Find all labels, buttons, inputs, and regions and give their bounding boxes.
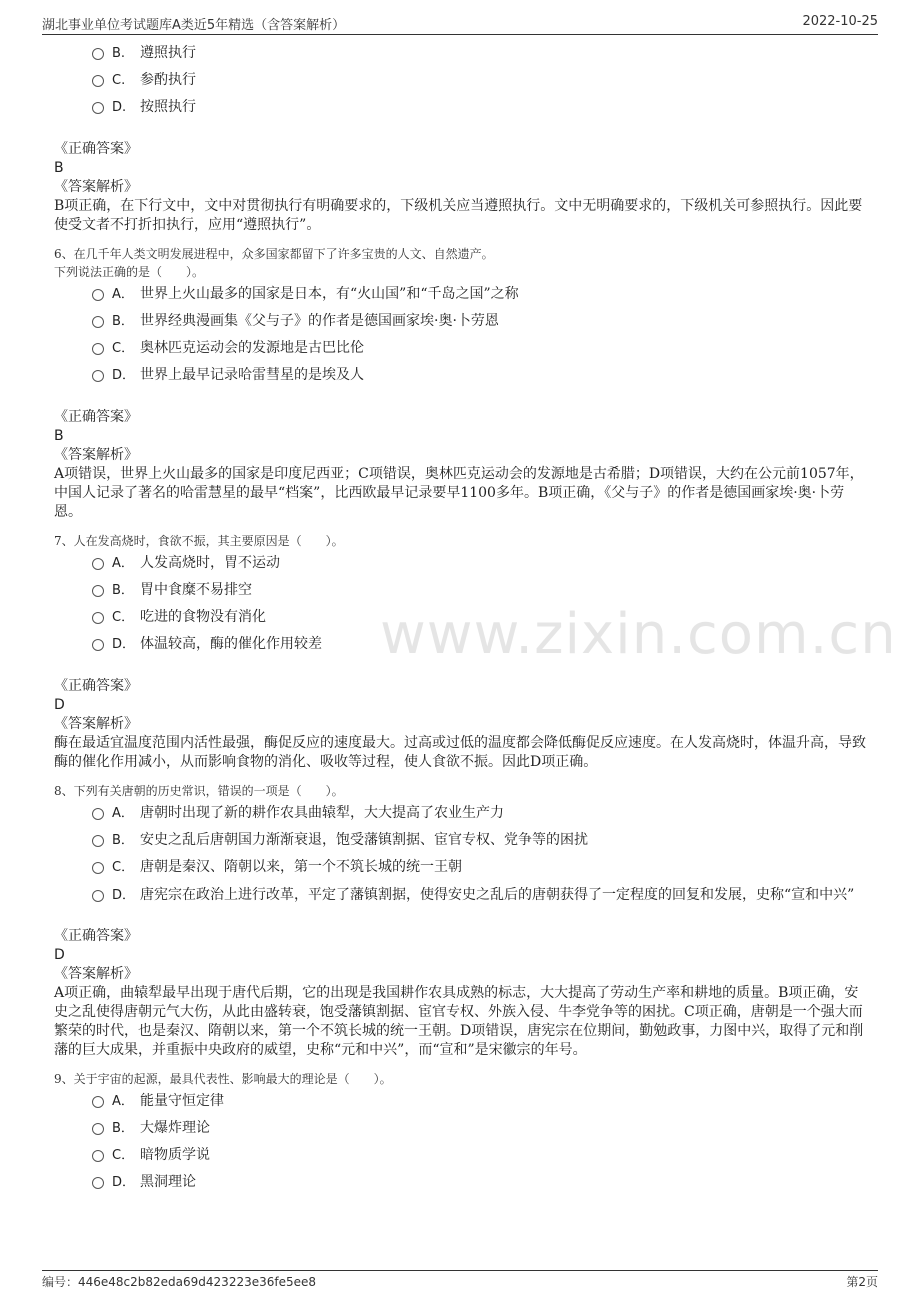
radio-icon[interactable] bbox=[92, 343, 104, 355]
question-6 bbox=[54, 245, 869, 522]
page-number: 第2页 bbox=[846, 1275, 878, 1289]
option-d[interactable]: D． 体温较高，酶的催化作用较差 bbox=[92, 631, 869, 658]
correct-answer-label: 《正确答案》 bbox=[54, 409, 138, 425]
radio-icon[interactable] bbox=[92, 835, 104, 847]
radio-icon[interactable] bbox=[92, 890, 104, 902]
document-code: 编号：446e48c2b82eda69d423223e36fe5ee8 bbox=[42, 1275, 317, 1289]
main-content bbox=[54, 40, 869, 1196]
radio-icon[interactable] bbox=[92, 1123, 104, 1135]
option-a[interactable]: A． 能量守恒定律 bbox=[92, 1088, 869, 1115]
correct-answer: D bbox=[54, 947, 65, 963]
option-a[interactable]: A． 世界上火山最多的国家是日本，有“火山国”和“千岛之国”之称 bbox=[92, 281, 869, 308]
analysis-text: 酶在最适宜温度范围内活性最强，酶促反应的速度最大。过高或过低的温度都会降低酶促反应速度。在人发高烧时，体温升高，导致酶的催化作用减小，从而影响食物的消化、吸收等过程，使人食欲不振。因此D项正确。 bbox=[54, 735, 866, 770]
correct-answer-label: 《正确答案》 bbox=[54, 141, 138, 157]
radio-icon[interactable] bbox=[92, 316, 104, 328]
option-a[interactable]: A． 唐朝时出现了新的耕作农具曲辕犁，大大提高了农业生产力 bbox=[92, 800, 869, 827]
radio-icon[interactable] bbox=[92, 1177, 104, 1189]
option-c[interactable]: C． 吃进的食物没有消化 bbox=[92, 604, 869, 631]
question-text-2: 下列说法正确的是（ ）。 bbox=[54, 265, 205, 279]
analysis-label: 《答案解析》 bbox=[54, 716, 138, 732]
page-footer bbox=[42, 1270, 878, 1289]
correct-answer: B bbox=[54, 428, 64, 444]
option-c[interactable]: C． 奥林匹克运动会的发源地是古巴比伦 bbox=[92, 335, 869, 362]
analysis-label: 《答案解析》 bbox=[54, 966, 138, 982]
option-d[interactable]: D． 世界上最早记录哈雷彗星的是埃及人 bbox=[92, 362, 869, 389]
radio-icon[interactable] bbox=[92, 48, 104, 60]
document-title: 湖北事业单位考试题库A类近5年精选（含答案解析） bbox=[42, 18, 346, 33]
analysis-text: B项正确，在下行文中，文中对贯彻执行有明确要求的，下级机关应当遵照执行。文中无明确要求的，下级机关可参照执行。因此要使受文者不打折扣执行，应用“遵照执行”。 bbox=[54, 198, 863, 233]
radio-icon[interactable] bbox=[92, 639, 104, 651]
analysis-text: A项正确，曲辕犁最早出现于唐代后期，它的出现是我国耕作农具成熟的标志，大大提高了劳动生产率和耕地的质量。B项正确，安史之乱使得唐朝元气大伤，从此由盛转衰，饱受藩镇割据、宦官专权、外族入侵、牛李党争等的困扰。C项正确，唐朝是一个强大而繁荣的时代，也是秦汉、隋朝以来，第一个不筑长城的统一王朝。D项错误，唐宪宗在位期间，勤勉政事，力图中兴，取得了元和削藩的巨大成果，并重振中央政府的威望，史称“元和中兴”，而“宣和”是宋徽宗的年号。 bbox=[54, 985, 864, 1058]
radio-icon[interactable] bbox=[92, 808, 104, 820]
radio-icon[interactable] bbox=[92, 585, 104, 597]
correct-answer-label: 《正确答案》 bbox=[54, 678, 138, 694]
analysis-text: A项错误，世界上火山最多的国家是印度尼西亚；C项错误，奥林匹克运动会的发源地是古希腊；D项错误，大约在公元前1057年，中国人记录了著名的哈雷慧星的最早“档案”，比西欧最早记录要早1100多年。B项正确，《父与子》的作者是德国画家埃·奥·卜劳恩。 bbox=[54, 466, 864, 520]
page-header bbox=[42, 12, 878, 35]
option-d[interactable]: D． 唐宪宗在政治上进行改革，平定了藩镇割据，使得安史之乱后的唐朝获得了一定程度的回复和发展，史称“宣和中兴” bbox=[92, 881, 869, 908]
option-c[interactable]: C． 暗物质学说 bbox=[92, 1142, 869, 1169]
radio-icon[interactable] bbox=[92, 1150, 104, 1162]
question-text: 7、人在发高烧时，食欲不振，其主要原因是（ ）。 bbox=[54, 534, 344, 548]
radio-icon[interactable] bbox=[92, 102, 104, 114]
question-text: 6、在几千年人类文明发展进程中，众多国家都留下了许多宝贵的人文、自然遗产。 bbox=[54, 247, 494, 261]
radio-icon[interactable] bbox=[92, 370, 104, 382]
question-5 bbox=[54, 40, 869, 235]
radio-icon[interactable] bbox=[92, 289, 104, 301]
correct-answer-label: 《正确答案》 bbox=[54, 928, 138, 944]
option-b[interactable]: B． 世界经典漫画集《父与子》的作者是德国画家埃·奥·卜劳恩 bbox=[92, 308, 869, 335]
document-date: 2022-10-25 bbox=[802, 14, 878, 29]
option-b[interactable]: B． 安史之乱后唐朝国力渐渐衰退，饱受藩镇割据、宦官专权、党争等的困扰 bbox=[92, 827, 869, 854]
option-d[interactable]: D. 按照执行 bbox=[92, 94, 869, 121]
question-9 bbox=[54, 1070, 869, 1196]
radio-icon[interactable] bbox=[92, 558, 104, 570]
analysis-label: 《答案解析》 bbox=[54, 447, 138, 463]
watermark: www.zixin.com.cn bbox=[380, 602, 897, 667]
correct-answer: B bbox=[54, 160, 64, 176]
option-b[interactable]: B. 遵照执行 bbox=[92, 40, 869, 67]
option-d[interactable]: D． 黑洞理论 bbox=[92, 1169, 869, 1196]
question-text: 9、关于宇宙的起源，最具代表性、影响最大的理论是（ ）。 bbox=[54, 1072, 392, 1086]
correct-answer: D bbox=[54, 697, 65, 713]
option-b[interactable]: B． 胃中食糜不易排空 bbox=[92, 577, 869, 604]
option-a[interactable]: A． 人发高烧时，胃不运动 bbox=[92, 550, 869, 577]
option-c[interactable]: C. 参酌执行 bbox=[92, 67, 869, 94]
radio-icon[interactable] bbox=[92, 612, 104, 624]
radio-icon[interactable] bbox=[92, 862, 104, 874]
option-c[interactable]: C． 唐朝是秦汉、隋朝以来，第一个不筑长城的统一王朝 bbox=[92, 854, 869, 881]
radio-icon[interactable] bbox=[92, 75, 104, 87]
analysis-label: 《答案解析》 bbox=[54, 179, 138, 195]
question-7 bbox=[54, 532, 869, 772]
question-text: 8、下列有关唐朝的历史常识，错误的一项是（ ）。 bbox=[54, 784, 344, 798]
question-8 bbox=[54, 782, 869, 1060]
option-b[interactable]: B． 大爆炸理论 bbox=[92, 1115, 869, 1142]
radio-icon[interactable] bbox=[92, 1096, 104, 1108]
